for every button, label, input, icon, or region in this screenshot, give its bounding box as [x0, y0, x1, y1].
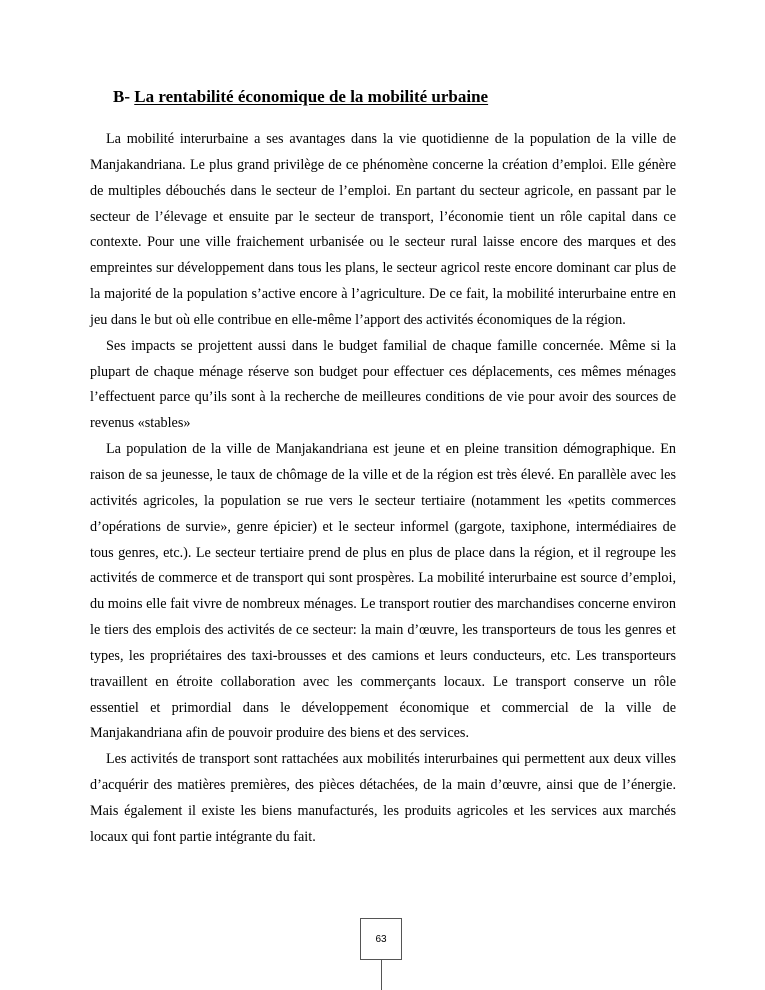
paragraph: Les activités de transport sont rattachées aux mobilités interurbaines qui permettent aux deux villes d’acquérir des matières premières, des pièces détachées, de la main d’œuvre, ainsi que de l’énergie. Mais également il existe les biens manufacturés, les produits agricoles et les services aux marchés locaux qui font partie intégrante du fait.	[90, 751, 676, 845]
paragraph: La population de la ville de Manjakandriana est jeune et en pleine transition démographique. En raison de sa jeunesse, le taux de chômage de la ville et de la région est très élevé. En parallèle avec les activités agricoles, la population se rue vers le secteur tertiaire (notamment les «petits commerces d’opérations de survie», genre épicier) et le secteur informel (gargote, taxiphone, intermédiaires de tous genres, etc.). Le secteur tertiaire prend de plus en plus de place dans la région, et il regroupe les activités de commerce et de transport qui sont prospères. La mobilité interurbaine est source d’emploi, du moins elle fait vivre de nombreux ménages. Le transport routier des marchandises concerne environ le tiers des emplois des activités de ce secteur: la main d’œuvre, les transporteurs de tous les genres et types, les propriétaires des taxi-brousses et des camions et leurs conducteurs, etc. Les transporteurs travaillent en étroite collaboration avec les commerçants locaux. Le transport conserve un rôle essentiel et primordial dans le développement économique et commercial de la ville de Manjakandriana afin de pouvoir produire des biens et des services.	[90, 441, 676, 742]
section-heading	[113, 87, 488, 107]
page-number-connector	[381, 960, 382, 990]
paragraph: Ses impacts se projettent aussi dans le budget familial de chaque famille concernée. Même si la plupart de chaque ménage réserve son budget pour effectuer ces déplacements, ces mêmes ménages l’effectuent parce qu’ils sont à la recherche de meilleures conditions de vie pour avoir des sources de revenus «stables»	[90, 337, 676, 432]
body-text	[90, 127, 676, 851]
section-prefix: B-	[113, 87, 130, 106]
paragraph: La mobilité interurbaine a ses avantages dans la vie quotidienne de la population de la ville de Manjakandriana. Le plus grand privilège de ce phénomène concerne la création d’emploi. Elle génère de multiples débouchés dans le secteur de l’emploi. En partant du secteur agricole, en passant par le secteur de l’élevage et ensuite par le secteur de transport, l’économie tient un rôle capital dans ce contexte. Pour une ville fraichement urbanisée ou le secteur rural laisse encore des marques et des empreintes sur développement dans tous les plans, le secteur agricol reste encore dominant car plus de la majorité de la population s’active encore à l’agriculture. De ce fait, la mobilité interurbaine entre en jeu dans le but où elle contribue en elle-même l’apport des activités économiques de la région.	[90, 131, 676, 328]
section-title: La rentabilité économique de la mobilité urbaine	[134, 87, 489, 106]
page-number: 63	[360, 918, 402, 960]
